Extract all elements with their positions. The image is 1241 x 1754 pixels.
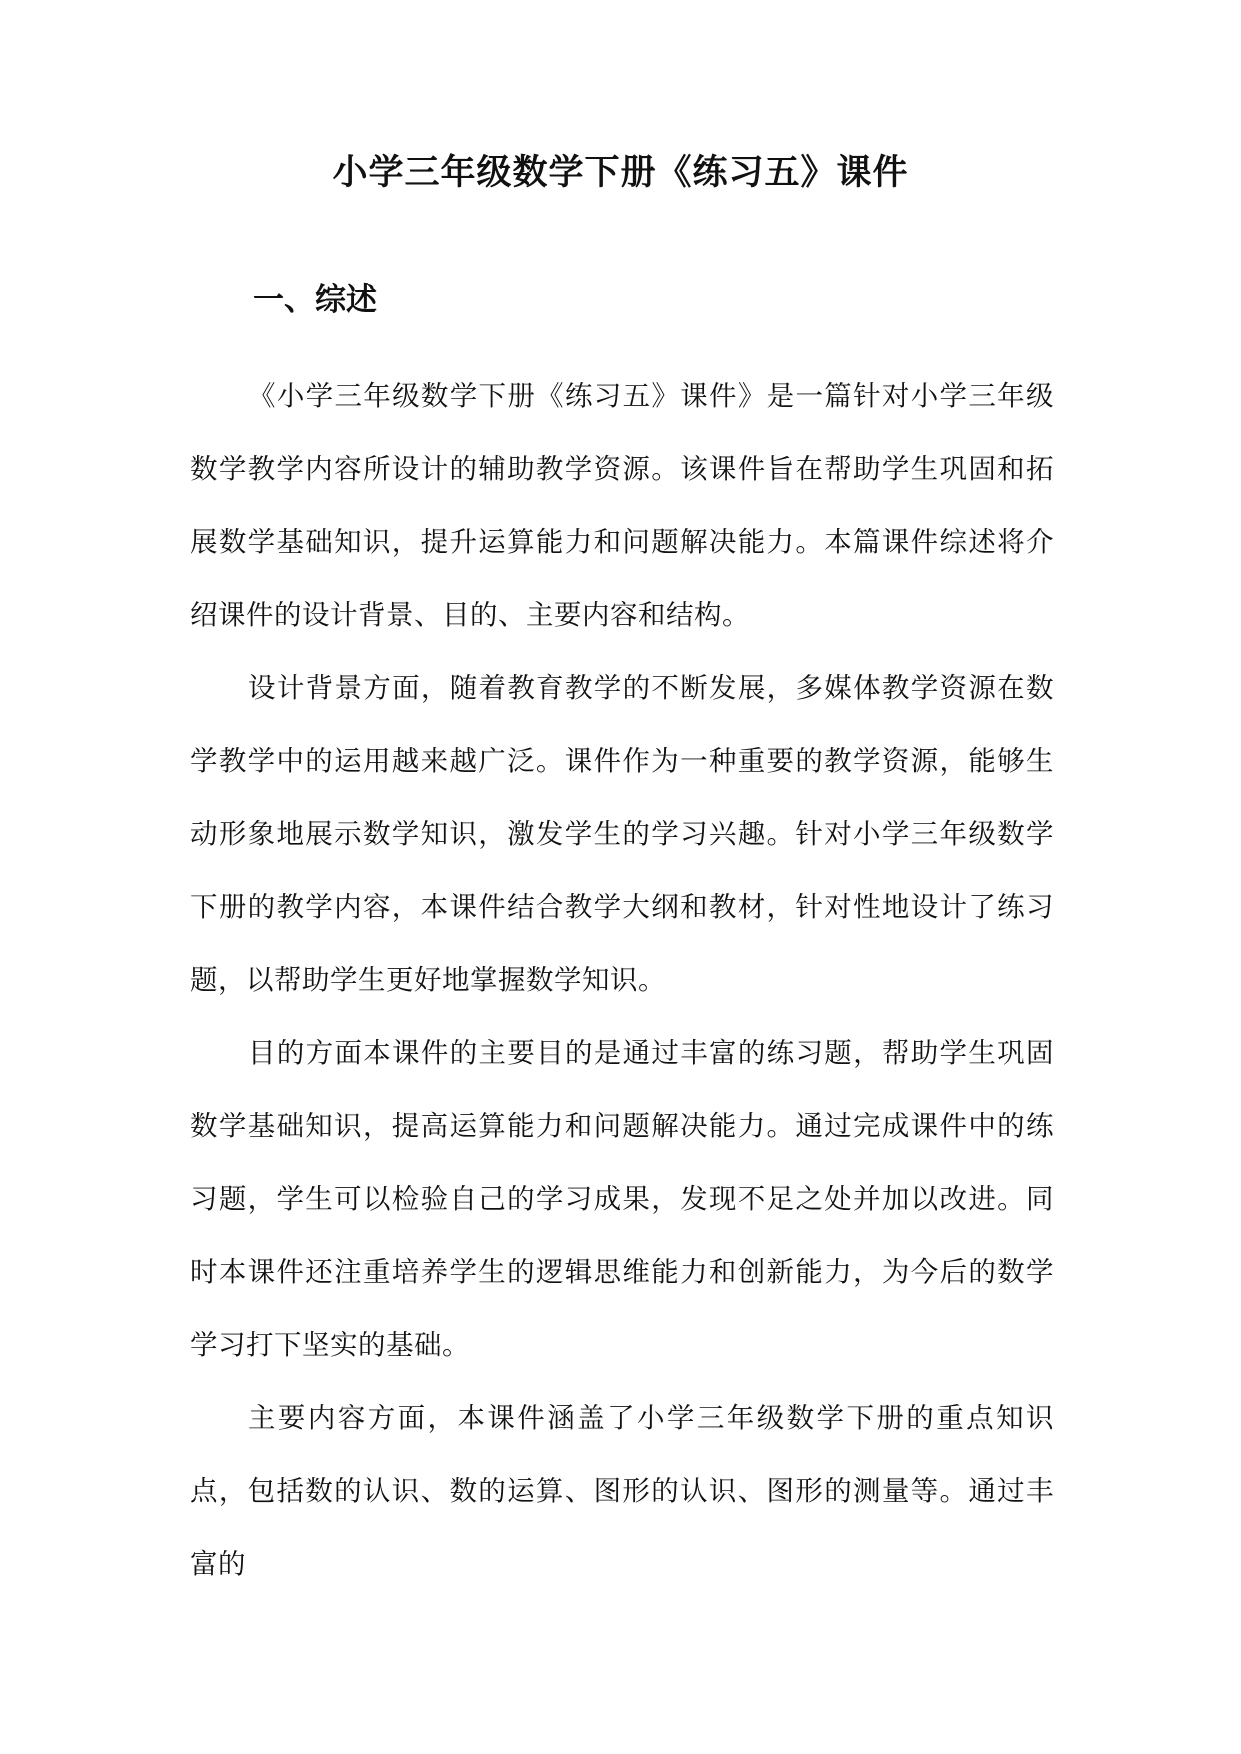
paragraph-main-content: 主要内容方面，本课件涵盖了小学三年级数学下册的重点知识点，包括数的认识、数的运算、图形的认识、图形的测量等。通过丰富的	[190, 1402, 1054, 1580]
page-title: 小学三年级数学下册《练习五》课件	[332, 152, 909, 193]
body-text	[190, 360, 1054, 1601]
section-heading: 一、综述	[253, 282, 377, 318]
paragraph-background: 设计背景方面，随着教育教学的不断发展，多媒体教学资源在数学教学中的运用越来越广泛。课件作为一种重要的教学资源，能够生动形象地展示数学知识，激发学生的学习兴趣。针对小学三年级数学下册的教学内容，本课件结合教学大纲和教材，针对性地设计了练习题，以帮助学生更好地掌握数学知识。	[190, 672, 1054, 996]
paragraph-overview: 《小学三年级数学下册《练习五》课件》是一篇针对小学三年级数学教学内容所设计的辅助教学资源。该课件旨在帮助学生巩固和拓展数学基础知识，提升运算能力和问题解决能力。本篇课件综述将介绍课件的设计背景、目的、主要内容和结构。	[190, 380, 1054, 631]
paragraph-purpose: 目的方面本课件的主要目的是通过丰富的练习题，帮助学生巩固数学基础知识，提高运算能力和问题解决能力。通过完成课件中的练习题，学生可以检验自己的学习成果，发现不足之处并加以改进。同时本课件还注重培养学生的逻辑思维能力和创新能力，为今后的数学学习打下坚实的基础。	[190, 1037, 1054, 1361]
